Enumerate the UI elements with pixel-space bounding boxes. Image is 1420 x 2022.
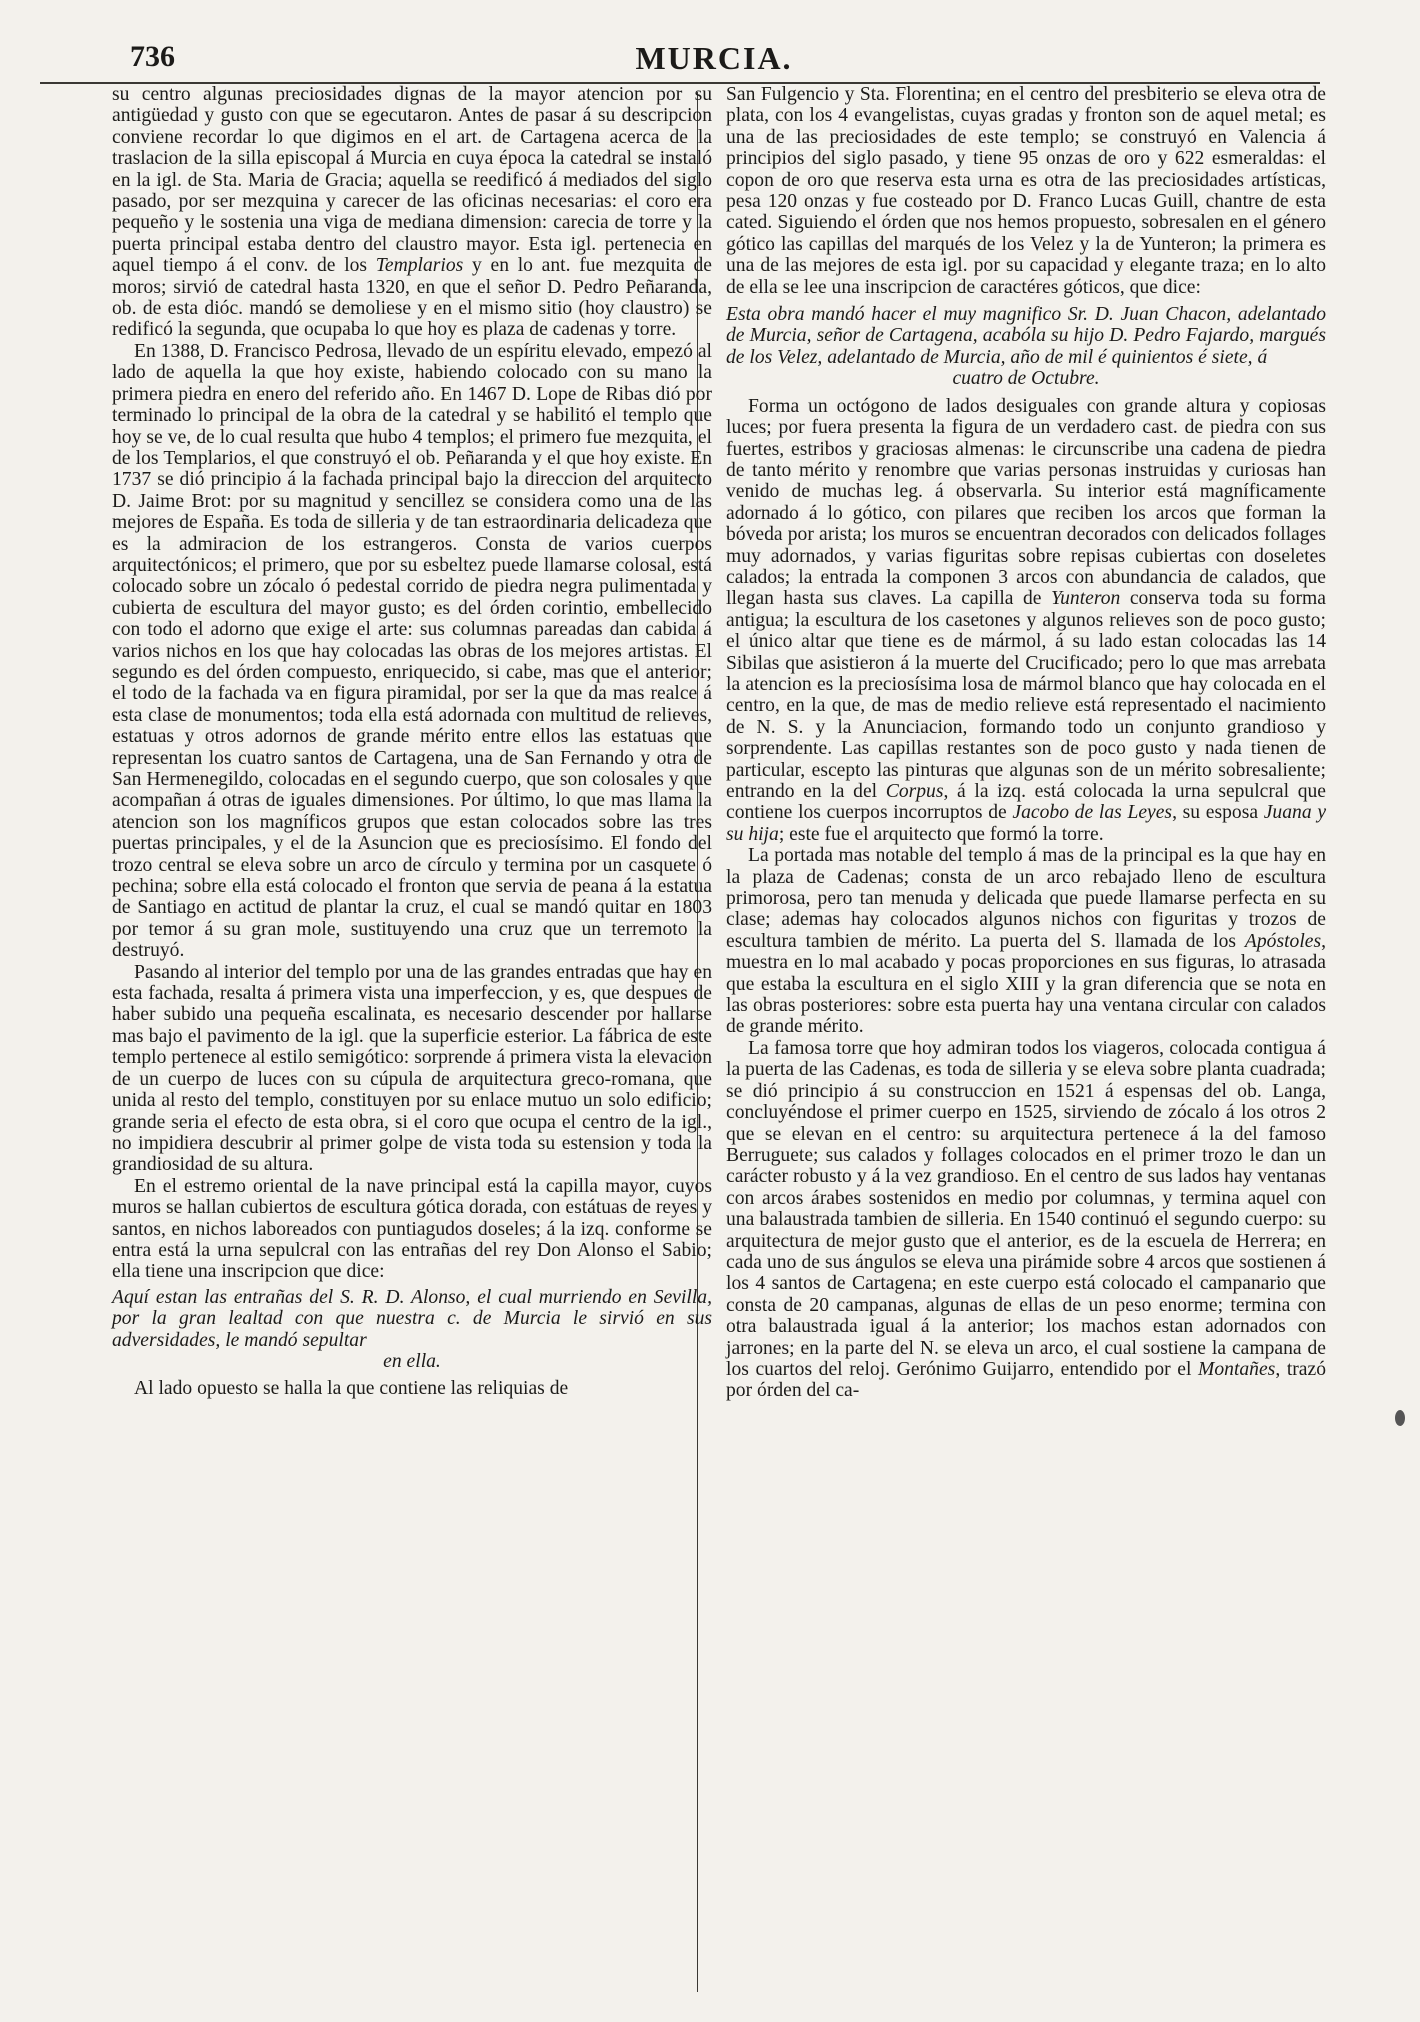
right-column [726, 84, 1326, 1402]
page-header [108, 34, 1320, 84]
paragraph: Forma un octógono de lados desiguales con grande altura y copiosas luces; por fuera presenta la figura de un verdadero cast. de piedra con sus fuertes, estribos y graciosas almenas: le circunscribe una cadena de piedra de tanto mérito y renombre que varias personas instruidas y curiosas han venido de muchas leg. á observarla. Su interior está magníficamente adornado á lo gótico, con pilares que reciben los arcos que forman la bóveda por arista; los muros se encuentran decorados con delicados follages muy adornados, y varias figuritas sobre repisas cubiertas con doseletes calados; la entrada la componen 3 arcos con abundancia de calados, que llegan hasta sus claves. La capilla de Yunteron conserva toda su forma antigua; la escultura de los casetones y algunos relieves son de poco gusto; el único altar que tiene es de mármol, á su lado estan colocadas las 14 Sibilas que asistieron á la muerte del Crucificado; pero lo que mas arrebata la atencion es la preciosísima losa de mármol blanco que hay colocada en el centro, en la que, de mas de medio relieve está representado el nacimiento de N. S. y la Anunciacion, formando todo un conjunto grandioso y sorprendente. Las capillas restantes son de poco gusto y nada tienen de particular, escepto las pinturas que algunas son de un mérito sobresaliente; entrando en la del Corpus, á la izq. está colocada la urna sepulcral que contiene los cuerpos incorruptos de Jacobo de las Leyes, su esposa Juana y su hija; este fue el arquitecto que formó la torre. [726, 395, 1327, 845]
paragraph: Pasando al interior del templo por una de las grandes entradas que hay en esta fachada, resalta á primera vista una imperfeccion, y es, que despues de haber subido una pequeña escalinata, es necesario descender por hallarse mas bajo el pavimento de la igl. que la superficie esterior. La fábrica de este templo pertenece al estilo semigótico: sorprende á primera vista la elevacion de un cuerpo de luces con su cúpula de arquitectura greco-romana, que unida al resto del templo, constituyen por su enlace mutuo un solo edificio; grande seria el efecto de esta obra, si el coro que ocupa el centro de la igl., no impidiera descubrir al primer golpe de vista toda su estension y toda la grandiosidad de su altura. [112, 961, 712, 1176]
paragraph: su centro algunas preciosidades dignas de la mayor atencion por su antigüedad y gusto con que se egecutaron. Antes de pasar á su descripcion conviene recordar lo que digimos en el art. de Cartagena acerca de la traslacion de la silla episcopal á Murcia en cuya época la catedral se instaló en la igl. de Sta. Maria de Gracia; aquella se reedificó á mediados del siglo pasado, por ser mezquina y carecer de las oficinas necesarias: el coro era pequeño y le sostenia una viga de mediana dimension: carecia de torre y la puerta principal estaba dentro del claustro mayor. Esta igl. pertenecia en aquel tiempo á el conv. de los Templarios y en lo ant. fue mezquita de moros; sirvió de catedral hasta 1320, en que el señor D. Pedro Peñaranda, ob. de esta dióc. mandó se demoliese y en el mismo sitio (hoy claustro) se redificó la segunda, que ocupaba lo que hoy es plaza de cadenas y torre. [112, 84, 712, 341]
paragraph: La famosa torre que hoy admiran todos los viageros, colocada contigua á la puerta de las Cadenas, es toda de silleria y se eleva sobre planta cuadrada; se dió principio á su construccion en 1521 á espensas del ob. Langa, concluyéndose el primer cuerpo en 1525, sirviendo de zócalo á los otros 2 que se elevan en el centro: su arquitectura pertenece á la del famoso Berruguete; sus calados y follages colocados en el primer trozo le dan un carácter robusto y á la vez grandioso. En el centro de sus lados hay ventanas con arcos árabes sostenidos en medio por columnas, y termina aquel con una balaustrada tambien de silleria. En 1540 continuó el segundo cuerpo: su arquitectura de mejor gusto que el anterior, es de la escuela de Herrera; en cada uno de sus ángulos se eleva una pirámide sobre 4 arcos que sostienen á los 4 santos de Cartagena; en este cuerpo está colocado el campanario que consta de 20 campanas, algunas de ellas de un peso enorme; termina con otra balaustrada igual á la anterior; los machos estan adornados con jarrones; en la parte del N. se eleva un arco, el cual sostiene la campana de los cuartos del reloj. Gerónimo Guijarro, entendido por el Montañes, trazó por órden del ca- [726, 1037, 1326, 1402]
paragraph: La portada mas notable del templo á mas de la principal es la que hay en la plaza de Cadenas; consta de un arco rebajado lleno de escultura primorosa, pero tan menuda y delicada que puede llamarse perfecta en su clase; ademas hay colocados algunos nichos con figuritas y trozos de escultura tambien de mérito. La puerta del S. llamada de los Apóstoles, muestra en lo mal acabado y pocas proporciones en sus figuras, lo atrasada que estaba la escultura en el siglo XIII y la gran diferencia que se nota en las obras posteriores: sobre esta puerta hay una ventana circular con calados de grande mérito. [726, 845, 1326, 1038]
left-column [112, 84, 712, 1400]
inscription: Esta obra mandó hacer el muy magnifico Sr. D. Juan Chacon, adelantado de Murcia, señor de Cartagena, acabóla su hijo D. Pedro Fajardo, margués de los Velez, adelantado de Murcia, año de mil é quinientos é siete, á cuatro de Octubre. [726, 304, 1326, 390]
ink-blot [1395, 1410, 1405, 1426]
paragraph: San Fulgencio y Sta. Florentina; en el centro del presbiterio se eleva otra de plata, con los 4 evangelistas, cuyas gradas y fronton son de aquel metal; es una de las preciosidades de este templo; se construyó en Valencia á principios del siglo pasado, y tiene 95 onzas de oro y 622 esmeraldas: el copon de oro que reserva esta urna es otra de las preciosidades artísticas, pesa 120 onzas y fue costeado por D. Franco Lucas Guill, chantre de esta cated. Siguiendo el órden que nos hemos propuesto, sobresalen en el género gótico las capillas del marqués de los Velez y la de Yunteron; la primera es una de las mejores de esta igl. por su capacidad y elegante traza; en lo alto de ella se lee una inscripcion de caractéres góticos, que dice: [726, 84, 1326, 298]
paragraph: En el estremo oriental de la nave principal está la capilla mayor, cuyos muros se hallan cubiertos de escultura gótica dorada, con estátuas de reyes y santos, en nichos laboreados con puntiagudos doseles; á la izq. conforme se entra está la urna sepulcral con las entrañas del rey Don Alonso el Sabio; ella tiene una inscripcion que dice: [112, 1175, 712, 1283]
page-number: 736 [130, 40, 175, 73]
inscription: Aquí estan las entrañas del S. R. D. Alonso, el cual murriendo en Sevilla, por la gran lealtad con que nuestra c. de Murcia le sirvió en sus adversidades, le mandó sepultar en ella. [112, 1286, 712, 1372]
paragraph: En 1388, D. Francisco Pedrosa, llevado de un espíritu elevado, empezó al lado de aquella la que hoy existe, habiendo colocado con su mano la primera piedra en enero del referido año. En 1467 D. Lope de Ribas dió por terminado lo principal de la obra de la catedral y se habilitó el templo que hoy se ve, de lo cual resulta que hubo 4 templos; el primero fue mezquita, el de los Templarios, el que construyó el ob. Peñaranda y el que hoy existe. En 1737 se dió principio á la fachada principal bajo la direccion del arquitecto D. Jaime Brot: por su magnitud y sencillez se considera como una de las mejores de España. Es toda de silleria y de tan estraordinaria delicadeza que es la admiracion de los estrangeros. Consta de varios cuerpos arquitectónicos; el primero, que por su esbeltez puede llamarse colosal, está colocado sobre un zócalo ó pedestal corrido de piedra negra pulimentada y cubierta de escultura del mayor gusto; es del órden corintio, embellecido con todo el adorno que exige el arte: sus columnas pareadas dan cabida á varios nichos en los que hay colocadas las obras de los mejores artistas. El segundo es del órden compuesto, enriquecido, si cabe, mas que el anterior; el todo de la fachada va en figura piramidal, por ser la que da mas realce á esta clase de monumentos; toda ella está adornada con multitud de relieves, estatuas y otros adornos de grande mérito entre ellos las estatuas que representan los cuatro santos de Cartagena, una de San Fernando y otra de San Hermenegildo, colocadas en el segundo cuerpo, que son colosales y que acompañan á otras de iguales dimensiones. Por último, lo que mas llama la atencion son los magníficos grupos que estan colocados sobre las tres puertas principales, y el de la Asuncion que es preciosísimo. El fondo del trozo central se eleva sobre un arco de círculo y termina por un casquete ó pechina; sobre ella está colocado el fronton que servia de peana á la estatua de Santiago en actitud de plantar la cruz, el cual se mandó quitar en 1803 por temor á su gran mole, sustituyendo una cruz que un terremoto la destruyó. [112, 340, 712, 962]
paragraph: Al lado opuesto se halla la que contiene las reliquias de [134, 1378, 569, 1400]
running-title: MURCIA. [635, 40, 793, 76]
